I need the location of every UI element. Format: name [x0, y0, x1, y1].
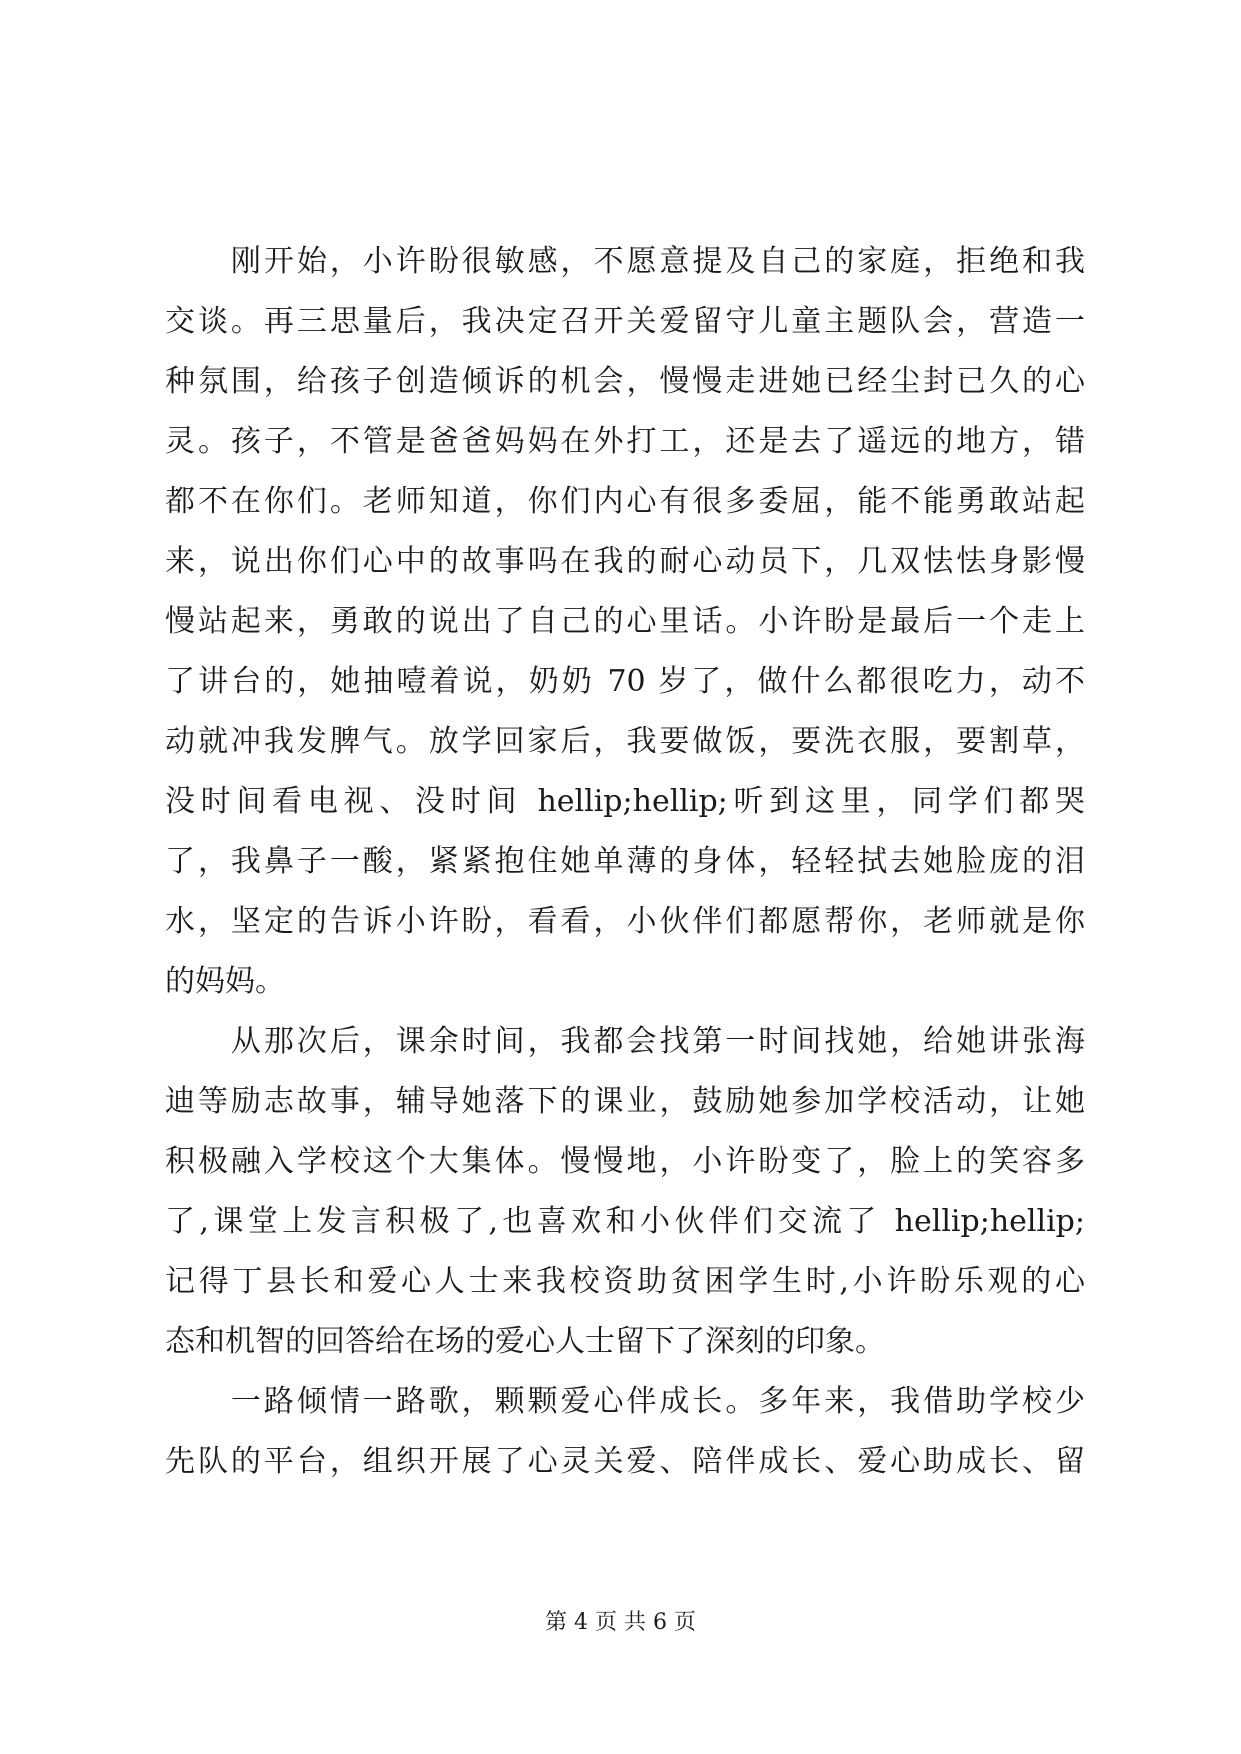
text-line: 的妈妈。 — [165, 964, 285, 999]
text-line: 慢站起来，勇敢的说出了自己的心里话。小许盼是最后一个走上 — [165, 604, 1085, 639]
text-line: 态和机智的回答给在场的爱心人士留下了深刻的印象。 — [165, 1324, 885, 1359]
text-line: 从那次后，课余时间，我都会找第一时间找她，给她讲张海 — [165, 1024, 1085, 1059]
text-line: 没时间看电视、没时间 hellip;hellip;听到这里，同学们都哭 — [165, 784, 1085, 819]
page-footer: 第 4 页 共 6 页 — [545, 1610, 696, 1635]
text-line: 种氛围，给孩子创造倾诉的机会，慢慢走进她已经尘封已久的心 — [165, 364, 1085, 399]
text-line: 了讲台的，她抽噎着说，奶奶 70 岁了，做什么都很吃力，动不 — [165, 664, 1085, 699]
text-line: 迪等励志故事，辅导她落下的课业，鼓励她参加学校活动，让她 — [165, 1084, 1085, 1119]
text-line: 都不在你们。老师知道，你们内心有很多委屈，能不能勇敢站起 — [165, 484, 1085, 519]
text-line: 一路倾情一路歌，颗颗爱心伴成长。多年来，我借助学校少 — [165, 1384, 1085, 1419]
text-line: 刚开始，小许盼很敏感，不愿意提及自己的家庭，拒绝和我 — [165, 244, 1085, 279]
text-line: 先队的平台，组织开展了心灵关爱、陪伴成长、爱心助成长、留 — [165, 1444, 1085, 1479]
text-line: 动就冲我发脾气。放学回家后，我要做饭，要洗衣服，要割草， — [165, 724, 1085, 759]
text-line: 记得丁县长和爱心人士来我校资助贫困学生时,小许盼乐观的心 — [165, 1264, 1085, 1299]
text-line: 了,课堂上发言积极了,也喜欢和小伙伴们交流了 hellip;hellip; — [165, 1204, 1085, 1239]
text-line: 积极融入学校这个大集体。慢慢地，小许盼变了，脸上的笑容多 — [165, 1144, 1085, 1179]
text-line: 灵。孩子，不管是爸爸妈妈在外打工，还是去了遥远的地方，错 — [165, 424, 1085, 459]
paragraph — [165, 1372, 1085, 1492]
document-body — [165, 232, 1085, 1492]
text-line: 了，我鼻子一酸，紧紧抱住她单薄的身体，轻轻拭去她脸庞的泪 — [165, 844, 1085, 879]
paragraph — [165, 1012, 1085, 1372]
paragraph — [165, 232, 1085, 1012]
text-line: 来，说出你们心中的故事吗在我的耐心动员下，几双怯怯身影慢 — [165, 544, 1085, 579]
text-line: 水，坚定的告诉小许盼，看看，小伙伴们都愿帮你，老师就是你 — [165, 904, 1085, 939]
text-line: 交谈。再三思量后，我决定召开关爱留守儿童主题队会，营造一 — [165, 304, 1085, 339]
